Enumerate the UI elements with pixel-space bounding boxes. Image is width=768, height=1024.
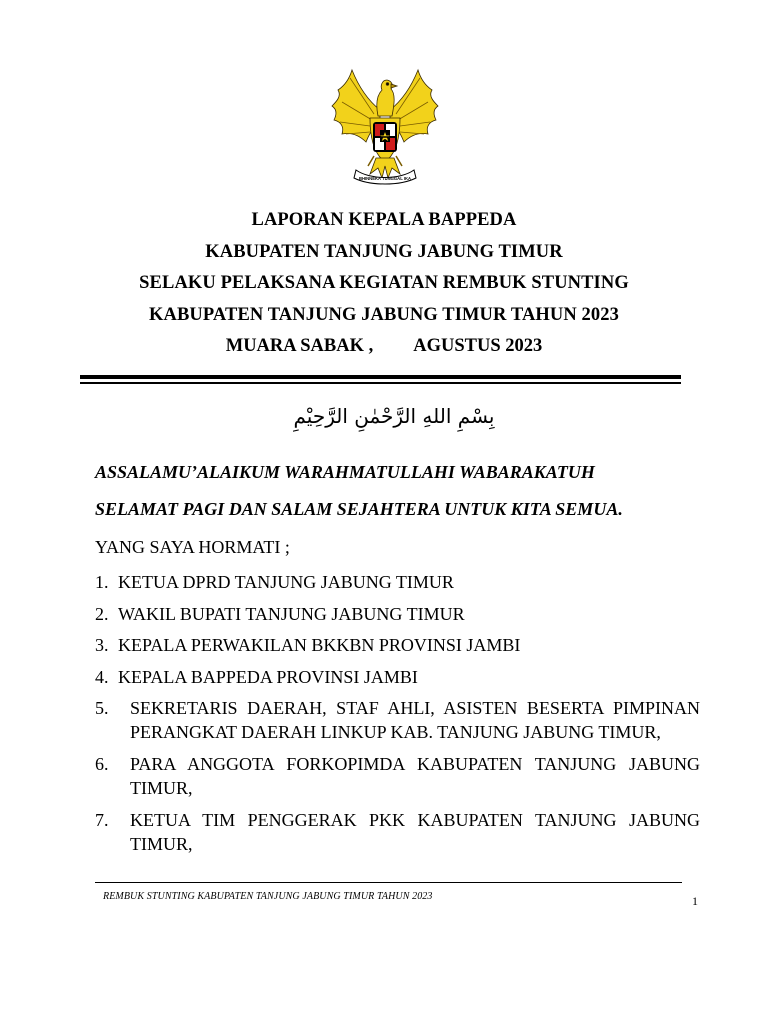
list-item [95, 665, 700, 697]
date: AGUSTUS 2023 [413, 336, 543, 356]
report-title [0, 205, 768, 363]
bismillah-text: بِسْمِ اللهِ الرَّحْمٰنِ الرَّحِيْمِ [293, 404, 495, 428]
list-item-text: WAKIL BUPATI TANJUNG JABUNG TIMUR [118, 603, 465, 624]
salutation: SELAMAT PAGI DAN SALAM SEJAHTERA UNTUK KITA SEMUA. [95, 499, 623, 519]
footer-rule [95, 882, 682, 883]
list-item-text: KETUA TIM PENGGERAK PKK KABUPATEN TANJUNG JABUNG TIMUR, [130, 810, 700, 854]
location: MUARA SABAK , [225, 336, 374, 356]
list-item-number: 4. [95, 666, 109, 687]
divider-thin [80, 382, 681, 384]
opening-greeting: ASSALAMU’ALAIKUM WARAHMATULLAHI WABARAKATUH [95, 462, 595, 482]
list-item-number: 7. [95, 810, 109, 830]
list-item-text: PARA ANGGOTA FORKOPIMDA KABUPATEN TANJUNG JABUNG TIMUR, [130, 754, 700, 798]
place-date-line [0, 331, 768, 363]
list-item [95, 808, 700, 856]
page-number: 1 [692, 894, 698, 908]
list-item-text: KEPALA BAPPEDA PROVINSI JAMBI [118, 666, 418, 687]
list-item [95, 752, 700, 800]
honored-list [95, 570, 700, 864]
list-item-number: 1. [95, 572, 109, 592]
list-item [95, 570, 700, 602]
footer-text: REMBUK STUNTING KABUPATEN TANJUNG JABUNG TIMUR TAHUN 2023 [103, 891, 433, 902]
honored-heading: YANG SAYA HORMATI ; [95, 537, 290, 557]
list-item [95, 602, 700, 634]
bismillah-calligraphy [218, 395, 570, 435]
title-line-2: KABUPATEN TANJUNG JABUNG TIMUR [205, 241, 563, 262]
title-line-4: KABUPATEN TANJUNG JABUNG TIMUR TAHUN 2023 [149, 304, 619, 325]
list-item-number: 5. [95, 698, 109, 718]
list-item-text: SEKRETARIS DAERAH, STAF AHLI, ASISTEN BESERTA PIMPINAN PERANGKAT DAERAH LINKUP KAB. TANJUNG JABUNG TIMUR, [130, 698, 700, 742]
list-item-number: 3. [95, 635, 109, 655]
title-line-1: LAPORAN KEPALA BAPPEDA [251, 210, 517, 230]
garuda-emblem-icon [330, 62, 440, 187]
title-line-3: SELAKU PELAKSANA KEGIATAN REMBUK STUNTING [139, 273, 629, 293]
list-item-number: 2. [95, 603, 109, 624]
list-item [95, 633, 700, 665]
divider-thick [80, 375, 681, 379]
list-item-number: 6. [95, 754, 109, 774]
list-item-text: KETUA DPRD TANJUNG JABUNG TIMUR [118, 572, 454, 592]
list-item [95, 696, 700, 744]
svg-text:BHINNEKA TUNGGAL IKA: BHINNEKA TUNGGAL IKA [358, 176, 412, 181]
list-item-text: KEPALA PERWAKILAN BKKBN PROVINSI JAMBI [118, 635, 521, 655]
